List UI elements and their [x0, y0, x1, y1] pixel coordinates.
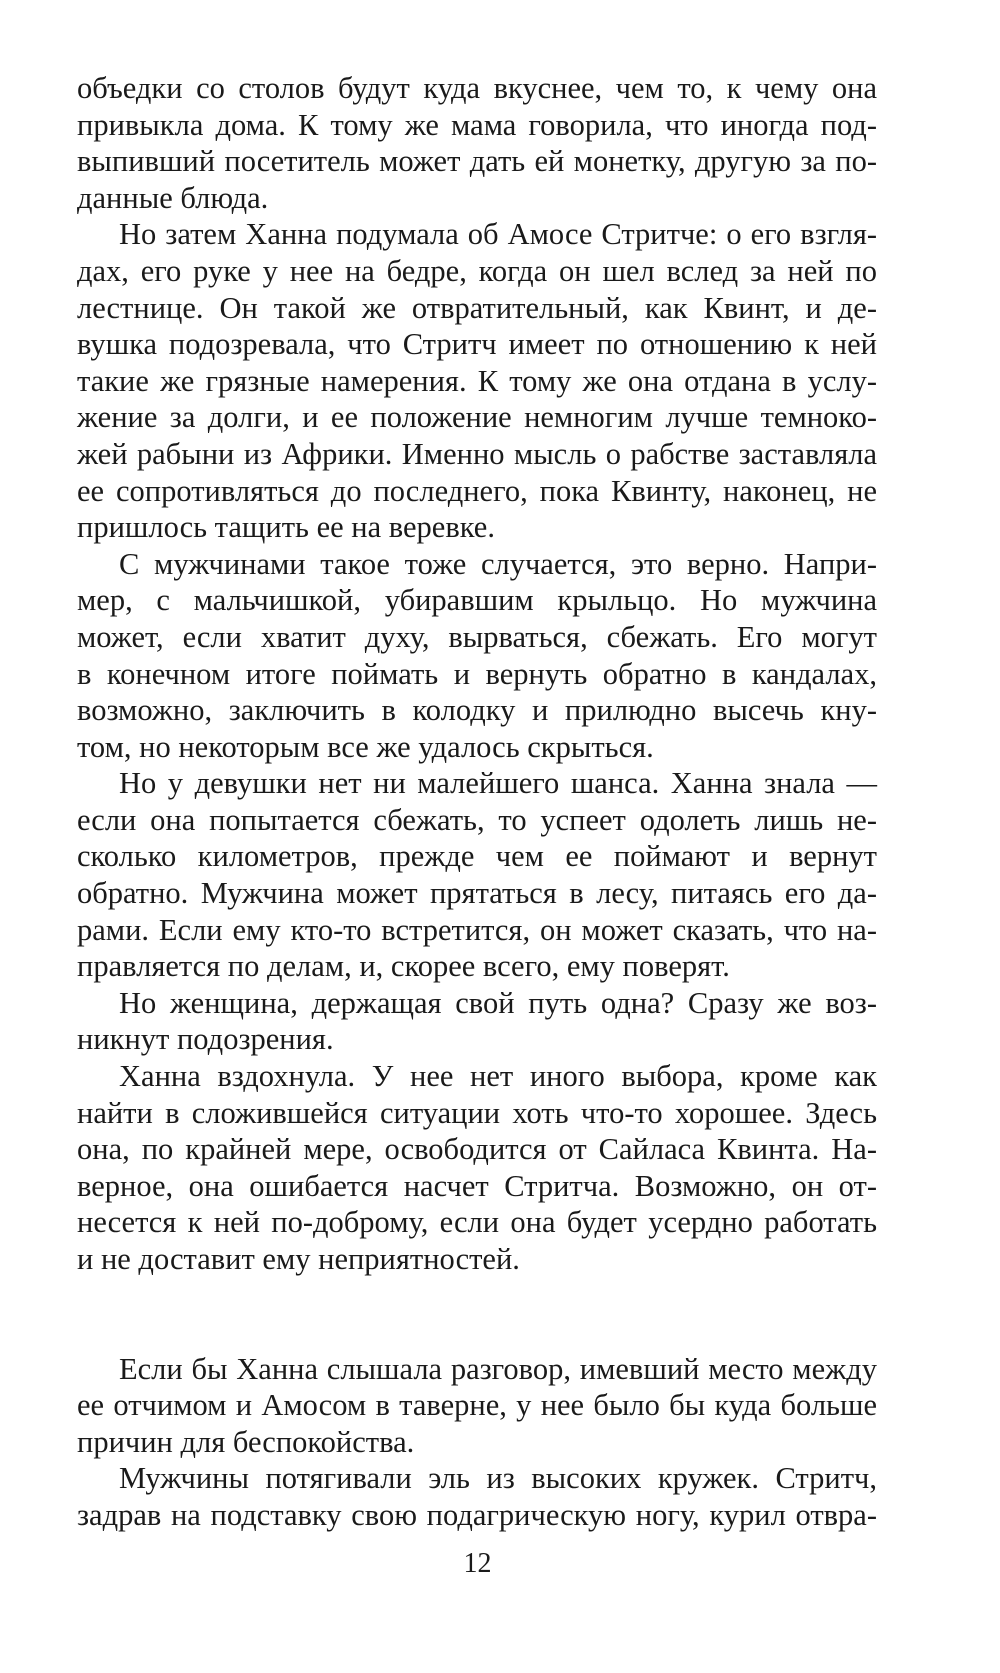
text-line: обратно. Мужчина может прятаться в лесу, питаясь его да- [77, 876, 877, 911]
text-line: Но у девушки нет ни малейшего шанса. Ханна знала — [119, 766, 877, 801]
text-line: задрав на подставку свою подагрическую ногу, курил отвра- [77, 1497, 877, 1532]
text-line: объедки со столов будут куда вкуснее, чем то, к чему она [77, 71, 877, 105]
text-line: верное, она ошибается насчет Стритча. Возможно, он от- [77, 1168, 877, 1203]
text-line: и не доставит ему неприятностей. [77, 1242, 520, 1276]
text-line: привыкла дома. К тому же мама говорила, что иногда под- [77, 107, 877, 142]
text-line: С мужчинами такое тоже случается, это верно. Напри- [119, 546, 877, 581]
paragraph [77, 765, 877, 985]
text-body [77, 70, 877, 1534]
text-line: Но затем Ханна подумала об Амосе Стритче: о его взгля- [119, 217, 877, 252]
text-line: том, но некоторым все же удалось скрыться. [77, 729, 654, 764]
text-line: Ханна вздохнула. У нее нет иного выбора, кроме как [119, 1059, 877, 1094]
section-break [77, 1278, 877, 1351]
text-line: может, если хватит духу, вырваться, сбежать. Его могут [77, 619, 877, 654]
text-line: найти в сложившейся ситуации хоть что-то хорошее. Здесь [77, 1095, 877, 1130]
text-line: Мужчины потягивали эль из высоких кружек. Стритч, [119, 1461, 877, 1496]
text-line: рами. Если ему кто-то встретится, он может сказать, что на- [77, 912, 877, 947]
text-line: выпивший посетитель может дать ей монетку, другую за по- [77, 144, 877, 179]
text-line: если она попытается сбежать, то успеет одолеть лишь не- [77, 802, 877, 837]
text-line: возможно, заключить в колодку и прилюдно высечь кну- [77, 693, 877, 728]
text-line: такие же грязные намерения. К тому же она отдана в услу- [77, 363, 877, 398]
text-line: лестнице. Он такой же отвратительный, как Квинт, и де- [77, 290, 877, 325]
paragraph [77, 985, 877, 1058]
text-line: правляется по делам, и, скорее всего, ему поверят. [77, 949, 730, 984]
page-number: 12 [463, 1548, 492, 1579]
text-line: ее сопротивляться до последнего, пока Квинту, наконец, не [77, 473, 877, 508]
paragraph [77, 216, 877, 545]
text-line: вушка подозревала, что Стритч имеет по отношению к ней [77, 327, 877, 362]
text-line: Но женщина, держащая свой путь одна? Сразу же воз- [119, 985, 877, 1020]
text-line: сколько километров, прежде чем ее поймают и вернут [77, 839, 877, 874]
text-line: мер, с мальчишкой, убиравшим крыльцо. Но мужчина [77, 583, 877, 618]
text-line: несется к ней по-доброму, если она будет усердно работать [77, 1205, 877, 1240]
paragraph [77, 70, 877, 216]
paragraph [77, 546, 877, 766]
text-line: причин для беспокойства. [77, 1424, 415, 1459]
text-line: Если бы Ханна слышала разговор, имевший место между [119, 1351, 877, 1386]
text-line: данные блюда. [77, 180, 269, 215]
paragraph [77, 1460, 877, 1533]
paragraph [77, 1058, 877, 1278]
text-line: дах, его руке у нее на бедре, когда он шел вслед за ней по [77, 253, 877, 288]
book-page [77, 70, 877, 1534]
text-line: ее отчимом и Амосом в таверне, у нее было бы куда больше [77, 1388, 877, 1423]
text-line: пришлось тащить ее на веревке. [77, 510, 495, 545]
text-line: жение за долги, и ее положение немногим лучше темноко- [77, 400, 877, 435]
text-line: жей рабыни из Африки. Именно мысль о рабстве заставляла [77, 436, 877, 471]
text-line: никнут подозрения. [77, 1022, 334, 1057]
text-line: она, по крайней мере, освободится от Сайласа Квинта. На- [77, 1132, 877, 1167]
paragraph [77, 1351, 877, 1461]
text-line: в конечном итоге поймать и вернуть обратно в кандалах, [77, 656, 877, 691]
